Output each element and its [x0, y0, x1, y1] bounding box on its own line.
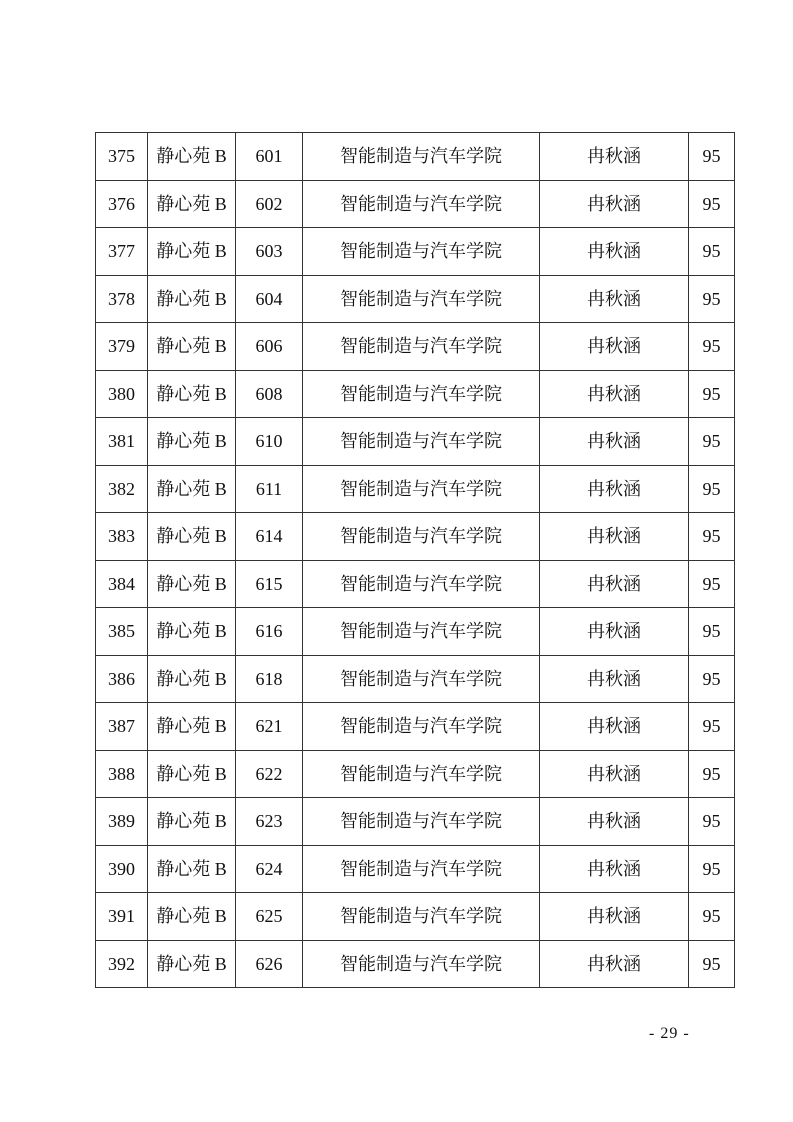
row-index-cell: 375 — [96, 133, 148, 181]
college-cell: 智能制造与汽车学院 — [303, 560, 540, 608]
room-number-cell: 606 — [236, 323, 303, 371]
inspector-cell: 冉秋涵 — [540, 560, 689, 608]
inspector-cell: 冉秋涵 — [540, 465, 689, 513]
score-cell: 95 — [689, 323, 735, 371]
score-cell: 95 — [689, 180, 735, 228]
page-number: - 29 - — [649, 1025, 690, 1042]
row-index-cell: 389 — [96, 798, 148, 846]
row-index-cell: 387 — [96, 703, 148, 751]
room-number-cell: 604 — [236, 275, 303, 323]
table-row — [96, 798, 735, 846]
building-cell: 静心苑 B — [148, 275, 236, 323]
row-index-cell: 383 — [96, 513, 148, 561]
inspector-cell: 冉秋涵 — [540, 703, 689, 751]
building-cell: 静心苑 B — [148, 180, 236, 228]
room-number-cell: 618 — [236, 655, 303, 703]
inspector-cell: 冉秋涵 — [540, 940, 689, 988]
college-cell: 智能制造与汽车学院 — [303, 323, 540, 371]
table-row — [96, 370, 735, 418]
college-cell: 智能制造与汽车学院 — [303, 655, 540, 703]
table-body — [96, 133, 735, 988]
building-cell: 静心苑 B — [148, 655, 236, 703]
table-row — [96, 893, 735, 941]
building-cell: 静心苑 B — [148, 750, 236, 798]
table-row — [96, 513, 735, 561]
building-cell: 静心苑 B — [148, 798, 236, 846]
row-index-cell: 382 — [96, 465, 148, 513]
score-cell: 95 — [689, 608, 735, 656]
inspector-cell: 冉秋涵 — [540, 180, 689, 228]
table-row — [96, 180, 735, 228]
building-cell: 静心苑 B — [148, 560, 236, 608]
college-cell: 智能制造与汽车学院 — [303, 608, 540, 656]
table-row — [96, 655, 735, 703]
row-index-cell: 378 — [96, 275, 148, 323]
room-number-cell: 623 — [236, 798, 303, 846]
inspector-cell: 冉秋涵 — [540, 845, 689, 893]
college-cell: 智能制造与汽车学院 — [303, 465, 540, 513]
building-cell: 静心苑 B — [148, 608, 236, 656]
inspector-cell: 冉秋涵 — [540, 798, 689, 846]
row-index-cell: 391 — [96, 893, 148, 941]
score-cell: 95 — [689, 370, 735, 418]
college-cell: 智能制造与汽车学院 — [303, 180, 540, 228]
dormitory-score-table — [95, 132, 735, 988]
score-cell: 95 — [689, 750, 735, 798]
college-cell: 智能制造与汽车学院 — [303, 133, 540, 181]
building-cell: 静心苑 B — [148, 465, 236, 513]
room-number-cell: 602 — [236, 180, 303, 228]
room-number-cell: 611 — [236, 465, 303, 513]
room-number-cell: 625 — [236, 893, 303, 941]
table-row — [96, 608, 735, 656]
table-row — [96, 418, 735, 466]
inspector-cell: 冉秋涵 — [540, 608, 689, 656]
table-row — [96, 275, 735, 323]
college-cell: 智能制造与汽车学院 — [303, 750, 540, 798]
table-row — [96, 465, 735, 513]
building-cell: 静心苑 B — [148, 513, 236, 561]
inspector-cell: 冉秋涵 — [540, 370, 689, 418]
room-number-cell: 603 — [236, 228, 303, 276]
college-cell: 智能制造与汽车学院 — [303, 798, 540, 846]
room-number-cell: 614 — [236, 513, 303, 561]
row-index-cell: 386 — [96, 655, 148, 703]
table-row — [96, 323, 735, 371]
score-cell: 95 — [689, 845, 735, 893]
college-cell: 智能制造与汽车学院 — [303, 940, 540, 988]
room-number-cell: 626 — [236, 940, 303, 988]
inspector-cell: 冉秋涵 — [540, 893, 689, 941]
table-row — [96, 133, 735, 181]
table-row — [96, 750, 735, 798]
building-cell: 静心苑 B — [148, 703, 236, 751]
row-index-cell: 380 — [96, 370, 148, 418]
score-cell: 95 — [689, 275, 735, 323]
room-number-cell: 624 — [236, 845, 303, 893]
inspector-cell: 冉秋涵 — [540, 418, 689, 466]
row-index-cell: 390 — [96, 845, 148, 893]
score-cell: 95 — [689, 465, 735, 513]
table-row — [96, 228, 735, 276]
building-cell: 静心苑 B — [148, 133, 236, 181]
room-number-cell: 622 — [236, 750, 303, 798]
row-index-cell: 379 — [96, 323, 148, 371]
room-number-cell: 621 — [236, 703, 303, 751]
row-index-cell: 376 — [96, 180, 148, 228]
room-number-cell: 601 — [236, 133, 303, 181]
table-row — [96, 845, 735, 893]
building-cell: 静心苑 B — [148, 418, 236, 466]
college-cell: 智能制造与汽车学院 — [303, 845, 540, 893]
college-cell: 智能制造与汽车学院 — [303, 703, 540, 751]
score-cell: 95 — [689, 940, 735, 988]
inspector-cell: 冉秋涵 — [540, 275, 689, 323]
row-index-cell: 392 — [96, 940, 148, 988]
score-cell: 95 — [689, 893, 735, 941]
college-cell: 智能制造与汽车学院 — [303, 275, 540, 323]
score-cell: 95 — [689, 418, 735, 466]
inspector-cell: 冉秋涵 — [540, 513, 689, 561]
table-row — [96, 560, 735, 608]
score-cell: 95 — [689, 228, 735, 276]
row-index-cell: 384 — [96, 560, 148, 608]
room-number-cell: 608 — [236, 370, 303, 418]
score-cell: 95 — [689, 133, 735, 181]
score-cell: 95 — [689, 655, 735, 703]
college-cell: 智能制造与汽车学院 — [303, 228, 540, 276]
inspector-cell: 冉秋涵 — [540, 323, 689, 371]
inspector-cell: 冉秋涵 — [540, 750, 689, 798]
college-cell: 智能制造与汽车学院 — [303, 418, 540, 466]
table-row — [96, 940, 735, 988]
score-cell: 95 — [689, 798, 735, 846]
room-number-cell: 616 — [236, 608, 303, 656]
score-cell: 95 — [689, 703, 735, 751]
table-row — [96, 703, 735, 751]
room-number-cell: 615 — [236, 560, 303, 608]
building-cell: 静心苑 B — [148, 323, 236, 371]
score-cell: 95 — [689, 513, 735, 561]
college-cell: 智能制造与汽车学院 — [303, 893, 540, 941]
college-cell: 智能制造与汽车学院 — [303, 370, 540, 418]
building-cell: 静心苑 B — [148, 893, 236, 941]
inspector-cell: 冉秋涵 — [540, 655, 689, 703]
row-index-cell: 388 — [96, 750, 148, 798]
row-index-cell: 381 — [96, 418, 148, 466]
building-cell: 静心苑 B — [148, 228, 236, 276]
room-number-cell: 610 — [236, 418, 303, 466]
row-index-cell: 377 — [96, 228, 148, 276]
building-cell: 静心苑 B — [148, 370, 236, 418]
college-cell: 智能制造与汽车学院 — [303, 513, 540, 561]
inspector-cell: 冉秋涵 — [540, 228, 689, 276]
row-index-cell: 385 — [96, 608, 148, 656]
inspector-cell: 冉秋涵 — [540, 133, 689, 181]
building-cell: 静心苑 B — [148, 940, 236, 988]
building-cell: 静心苑 B — [148, 845, 236, 893]
score-cell: 95 — [689, 560, 735, 608]
